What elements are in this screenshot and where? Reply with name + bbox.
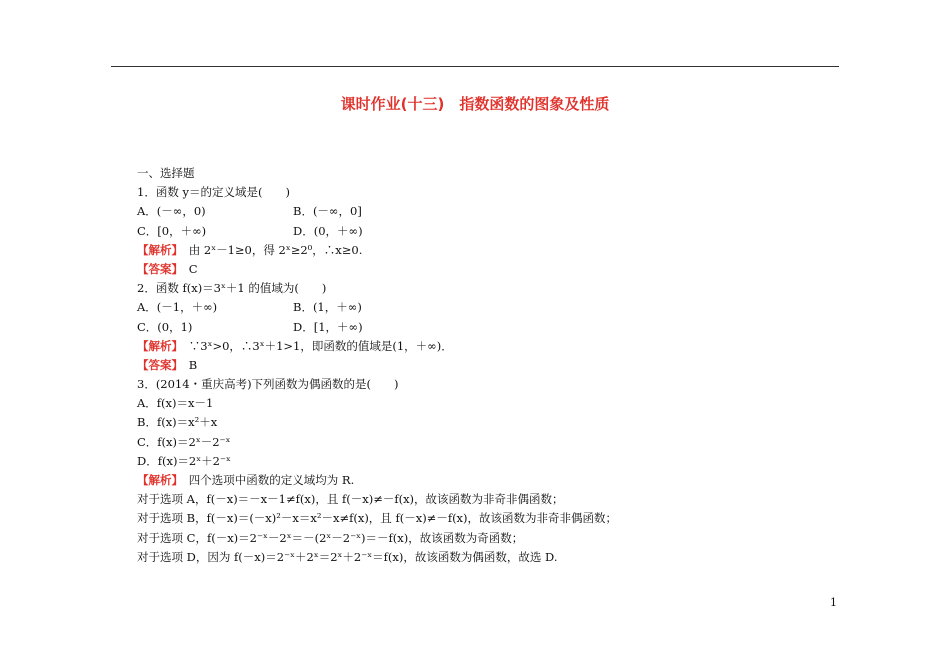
q2-analysis-text: ∵3ˣ>0，∴3ˣ＋1>1，即函数的值域是(1，＋∞)． — [177, 338, 453, 353]
q1-option-a: A．(－∞，0) — [137, 204, 206, 219]
header-rule — [111, 66, 839, 67]
question-1-options-row-1 — [137, 202, 837, 221]
q2-option-a: A．(－1，＋∞) — [137, 300, 218, 315]
q1-answer-tag: 答案 — [148, 261, 172, 276]
question-2-stem: 2．函数 f(x)＝3ˣ＋1 的值域为( ) — [137, 281, 327, 296]
q3-option-b: B．f(x)＝x²＋x — [137, 415, 218, 430]
q3-option-d: D．f(x)＝2ˣ＋2⁻ˣ — [137, 453, 231, 468]
question-1-options-row-2 — [137, 222, 837, 241]
q3-analysis-tag: 解析 — [148, 473, 172, 487]
q2-answer-tag: 答案 — [148, 357, 172, 372]
q1-answer-text: C — [177, 261, 198, 276]
q2-option-d: D．[1，＋∞) — [293, 319, 363, 334]
section-heading: 一、选择题 — [137, 166, 195, 180]
q2-answer: 【答案】 B — [137, 357, 198, 372]
q2-answer-text: B — [177, 357, 198, 372]
question-1-stem: 1．函数 y＝的定义域是( ) — [137, 185, 290, 200]
q1-analysis-tag: 解析 — [148, 242, 172, 257]
q2-analysis-tag: 解析 — [148, 338, 172, 353]
page-title: 课时作业(十三) 指数函数的图象及性质 — [340, 95, 610, 113]
q3-analysis-line-b: 对于选项 B，f(－x)＝(－x)²－x＝x²－x≠f(x)，且 f(－x)≠－f(x)，故该函数为非奇非偶函数； — [137, 511, 618, 526]
q3-analysis-line-a: 对于选项 A，f(－x)＝－x－1≠f(x)，且 f(－x)≠－f(x)，故该函数为非奇非偶函数； — [137, 492, 564, 507]
q1-option-c: C．[0，＋∞) — [137, 223, 207, 238]
page-number: 1 — [830, 596, 837, 609]
question-3-stem: 3．(2014・重庆高考)下列函数为偶函数的是( ) — [137, 377, 399, 392]
q2-option-c: C．(0，1) — [137, 319, 193, 334]
q1-analysis-text: 由 2ˣ－1≥0，得 2ˣ≥2⁰，∴x≥0. — [177, 242, 363, 257]
document-body — [137, 164, 837, 567]
q2-analysis: 【解析】 ∵3ˣ>0，∴3ˣ＋1>1，即函数的值域是(1，＋∞)． — [137, 338, 453, 353]
q3-option-c: C．f(x)＝2ˣ－2⁻ˣ — [137, 434, 231, 449]
q3-analysis-line-c: 对于选项 C，f(－x)＝2⁻ˣ－2ˣ＝－(2ˣ－2⁻ˣ)＝－f(x)，故该函数为奇函数； — [137, 530, 524, 545]
q1-analysis: 【解析】 由 2ˣ－1≥0，得 2ˣ≥2⁰，∴x≥0. — [137, 242, 363, 257]
q1-option-b: B．(－∞，0] — [293, 204, 362, 219]
q3-analysis-text: 四个选项中函数的定义域均为 R. — [177, 473, 355, 487]
question-2-options-row-2 — [137, 318, 837, 337]
question-2-options-row-1 — [137, 298, 837, 317]
q3-option-a: A．f(x)＝x－1 — [137, 396, 214, 411]
q2-option-b: B．(1，＋∞) — [293, 300, 362, 315]
q3-analysis-line-d: 对于选项 D，因为 f(－x)＝2⁻ˣ＋2ˣ＝2ˣ＋2⁻ˣ＝f(x)，故该函数为偶函数，故选 D. — [137, 549, 558, 564]
q1-answer: 【答案】 C — [137, 261, 198, 276]
q1-option-d: D．(0，＋∞) — [293, 223, 363, 238]
q3-analysis: 【解析】 四个选项中函数的定义域均为 R. — [137, 473, 355, 487]
